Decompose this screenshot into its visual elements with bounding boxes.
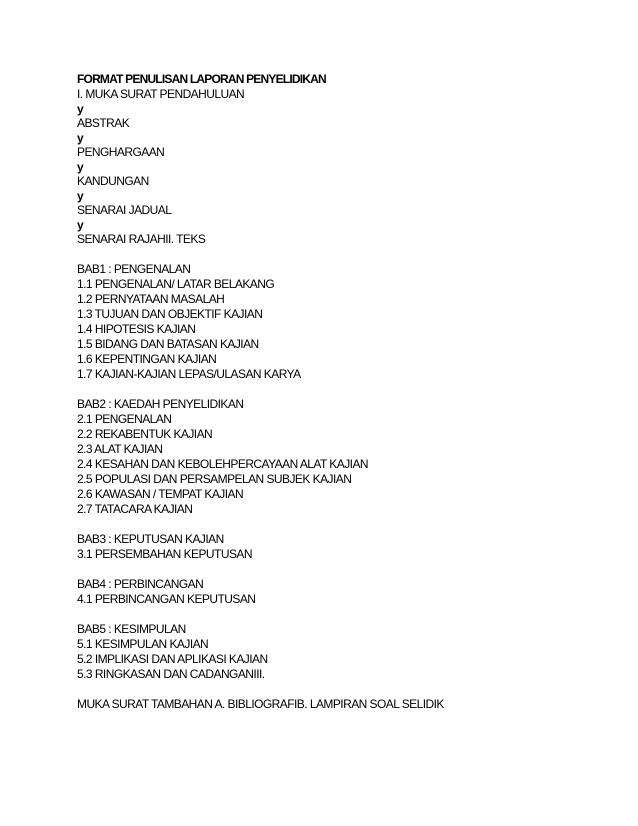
spacer <box>77 517 597 532</box>
chapter-2-item: 2.6 KAWASAN / TEMPAT KAJIAN <box>77 487 244 501</box>
chapter-4-item: 4.1 PERBINCANGAN KEPUTUSAN <box>77 592 256 606</box>
spacer <box>77 247 597 262</box>
front-matter-heading: I. MUKA SURAT PENDAHULUAN <box>77 87 245 101</box>
spacer <box>77 682 597 697</box>
chapter-1-item: 1.6 KEPENTINGAN KAJIAN <box>77 352 217 366</box>
chapter-1-item: 1.1 PENGENALAN/ LATAR BELAKANG <box>77 277 275 291</box>
document-body <box>77 72 597 712</box>
chapter-4-heading: BAB4 : PERBINCANGAN <box>77 577 204 591</box>
bullet-marker: y <box>77 131 84 145</box>
bullet-marker: y <box>77 189 84 203</box>
back-matter-line: MUKA SURAT TAMBAHAN A. BIBLIOGRAFIB. LAMPIRAN SOAL SELIDIK <box>77 697 444 711</box>
front-matter-item-abstrak: ABSTRAK <box>77 116 130 130</box>
chapter-2-item: 2.7 TATACARA KAJIAN <box>77 502 193 516</box>
front-matter-item-penghargaan: PENGHARGAAN <box>77 145 165 159</box>
chapter-1-item: 1.7 KAJIAN-KAJIAN LEPAS/ULASAN KARYA <box>77 367 301 381</box>
bullet-marker: y <box>77 160 84 174</box>
front-matter-item-kandungan: KANDUNGAN <box>77 174 149 188</box>
chapter-2-heading: BAB2 : KAEDAH PENYELIDIKAN <box>77 397 244 411</box>
chapter-3-item: 3.1 PERSEMBAHAN KEPUTUSAN <box>77 547 252 561</box>
chapter-1-item: 1.4 HIPOTESIS KAJIAN <box>77 322 196 336</box>
chapter-5-item: 5.3 RINGKASAN DAN CADANGANIII. <box>77 667 265 681</box>
chapter-2-item: 2.2 REKABENTUK KAJIAN <box>77 427 213 441</box>
chapter-1-heading: BAB1 : PENGENALAN <box>77 262 191 276</box>
chapter-1-item: 1.2 PERNYATAAN MASALAH <box>77 292 225 306</box>
chapter-5-item: 5.2 IMPLIKASI DAN APLIKASI KAJIAN <box>77 652 268 666</box>
bullet-marker: y <box>77 102 84 116</box>
bullet-marker: y <box>77 218 84 232</box>
chapter-2-item: 2.5 POPULASI DAN PERSAMPELAN SUBJEK KAJIAN <box>77 472 352 486</box>
chapter-1-item: 1.5 BIDANG DAN BATASAN KAJIAN <box>77 337 259 351</box>
chapter-2-item: 2.1 PENGENALAN <box>77 412 172 426</box>
spacer <box>77 607 597 622</box>
front-matter-item-senarai-jadual: SENARAI JADUAL <box>77 203 172 217</box>
chapter-3-heading: BAB3 : KEPUTUSAN KAJIAN <box>77 532 224 546</box>
chapter-5-heading: BAB5 : KESIMPULAN <box>77 622 186 636</box>
spacer <box>77 562 597 577</box>
chapter-2-item: 2.4 KESAHAN DAN KEBOLEHPERCAYAAN ALAT KAJIAN <box>77 457 369 471</box>
chapter-2-item: 2.3 ALAT KAJIAN <box>77 442 163 456</box>
spacer <box>77 382 597 397</box>
front-matter-item-senarai-rajah: SENARAI RAJAHII. TEKS <box>77 232 206 246</box>
chapter-5-item: 5.1 KESIMPULAN KAJIAN <box>77 637 209 651</box>
document-title: FORMAT PENULISAN LAPORAN PENYELIDIKAN <box>77 72 326 86</box>
chapter-1-item: 1.3 TUJUAN DAN OBJEKTIF KAJIAN <box>77 307 263 321</box>
